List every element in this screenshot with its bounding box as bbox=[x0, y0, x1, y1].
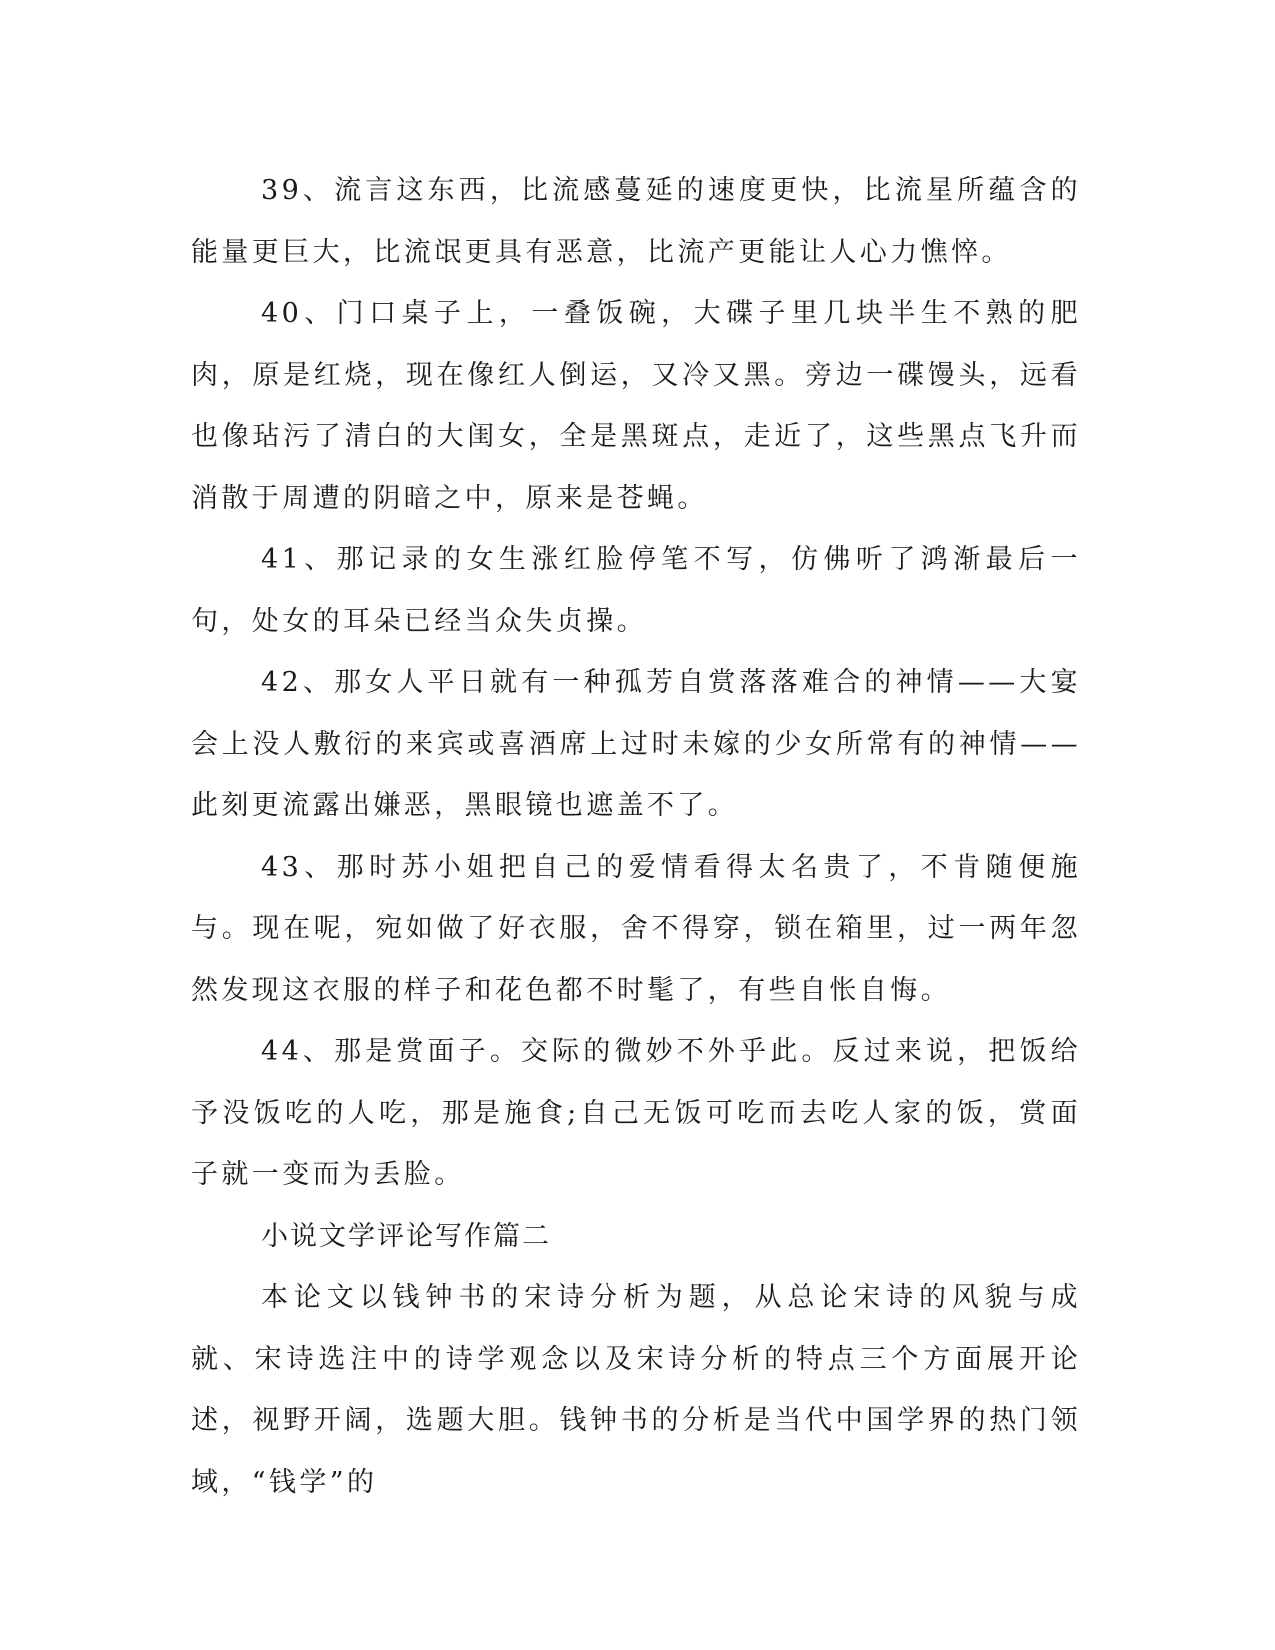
quote-paragraph-40: 40、门口桌子上，一叠饭碗，大碟子里几块半生不熟的肥肉，原是红烧，现在像红人倒运，又冷又黑。旁边一碟馒头，远看也像玷污了清白的大闺女，全是黑斑点，走近了，这些黑点飞升而消散于周遭的阴暗之中，原来是苍蝇。 bbox=[191, 298, 1081, 514]
quote-paragraph-44: 44、那是赏面子。交际的微妙不外乎此。反过来说，把饭给予没饭吃的人吃，那是施食;自己无饭可吃而去吃人家的饭，赏面子就一变而为丢脸。 bbox=[191, 1036, 1081, 1190]
section-paragraph: 本论文以钱钟书的宋诗分析为题，从总论宋诗的风貌与成就、宋诗选注中的诗学观念以及宋诗分析的特点三个方面展开论述，视野开阔，选题大胆。钱钟书的分析是当代中国学界的热门领域，“钱学”的 bbox=[191, 1282, 1081, 1498]
quote-paragraph-39: 39、流言这东西，比流感蔓延的速度更快，比流星所蕴含的能量更巨大，比流氓更具有恶意，比流产更能让人心力憔悴。 bbox=[191, 175, 1081, 268]
quote-paragraph-41: 41、那记录的女生涨红脸停笔不写，仿佛听了鸿渐最后一句，处女的耳朵已经当众失贞操。 bbox=[191, 544, 1081, 637]
quote-paragraph-43: 43、那时苏小姐把自己的爱情看得太名贵了，不肯随便施与。现在呢，宛如做了好衣服，舍不得穿，锁在箱里，过一两年忽然发现这衣服的样子和花色都不时髦了，有些自怅自悔。 bbox=[191, 851, 1081, 1006]
section-heading: 小说文学评论写作篇二 bbox=[261, 1220, 551, 1252]
document-body bbox=[191, 160, 1081, 1513]
quote-paragraph-42: 42、那女人平日就有一种孤芳自赏落落难合的神情——大宴会上没人敷衍的来宾或喜酒席上过时未嫁的少女所常有的神情——此刻更流露出嫌恶，黑眼镜也遮盖不了。 bbox=[191, 667, 1081, 821]
